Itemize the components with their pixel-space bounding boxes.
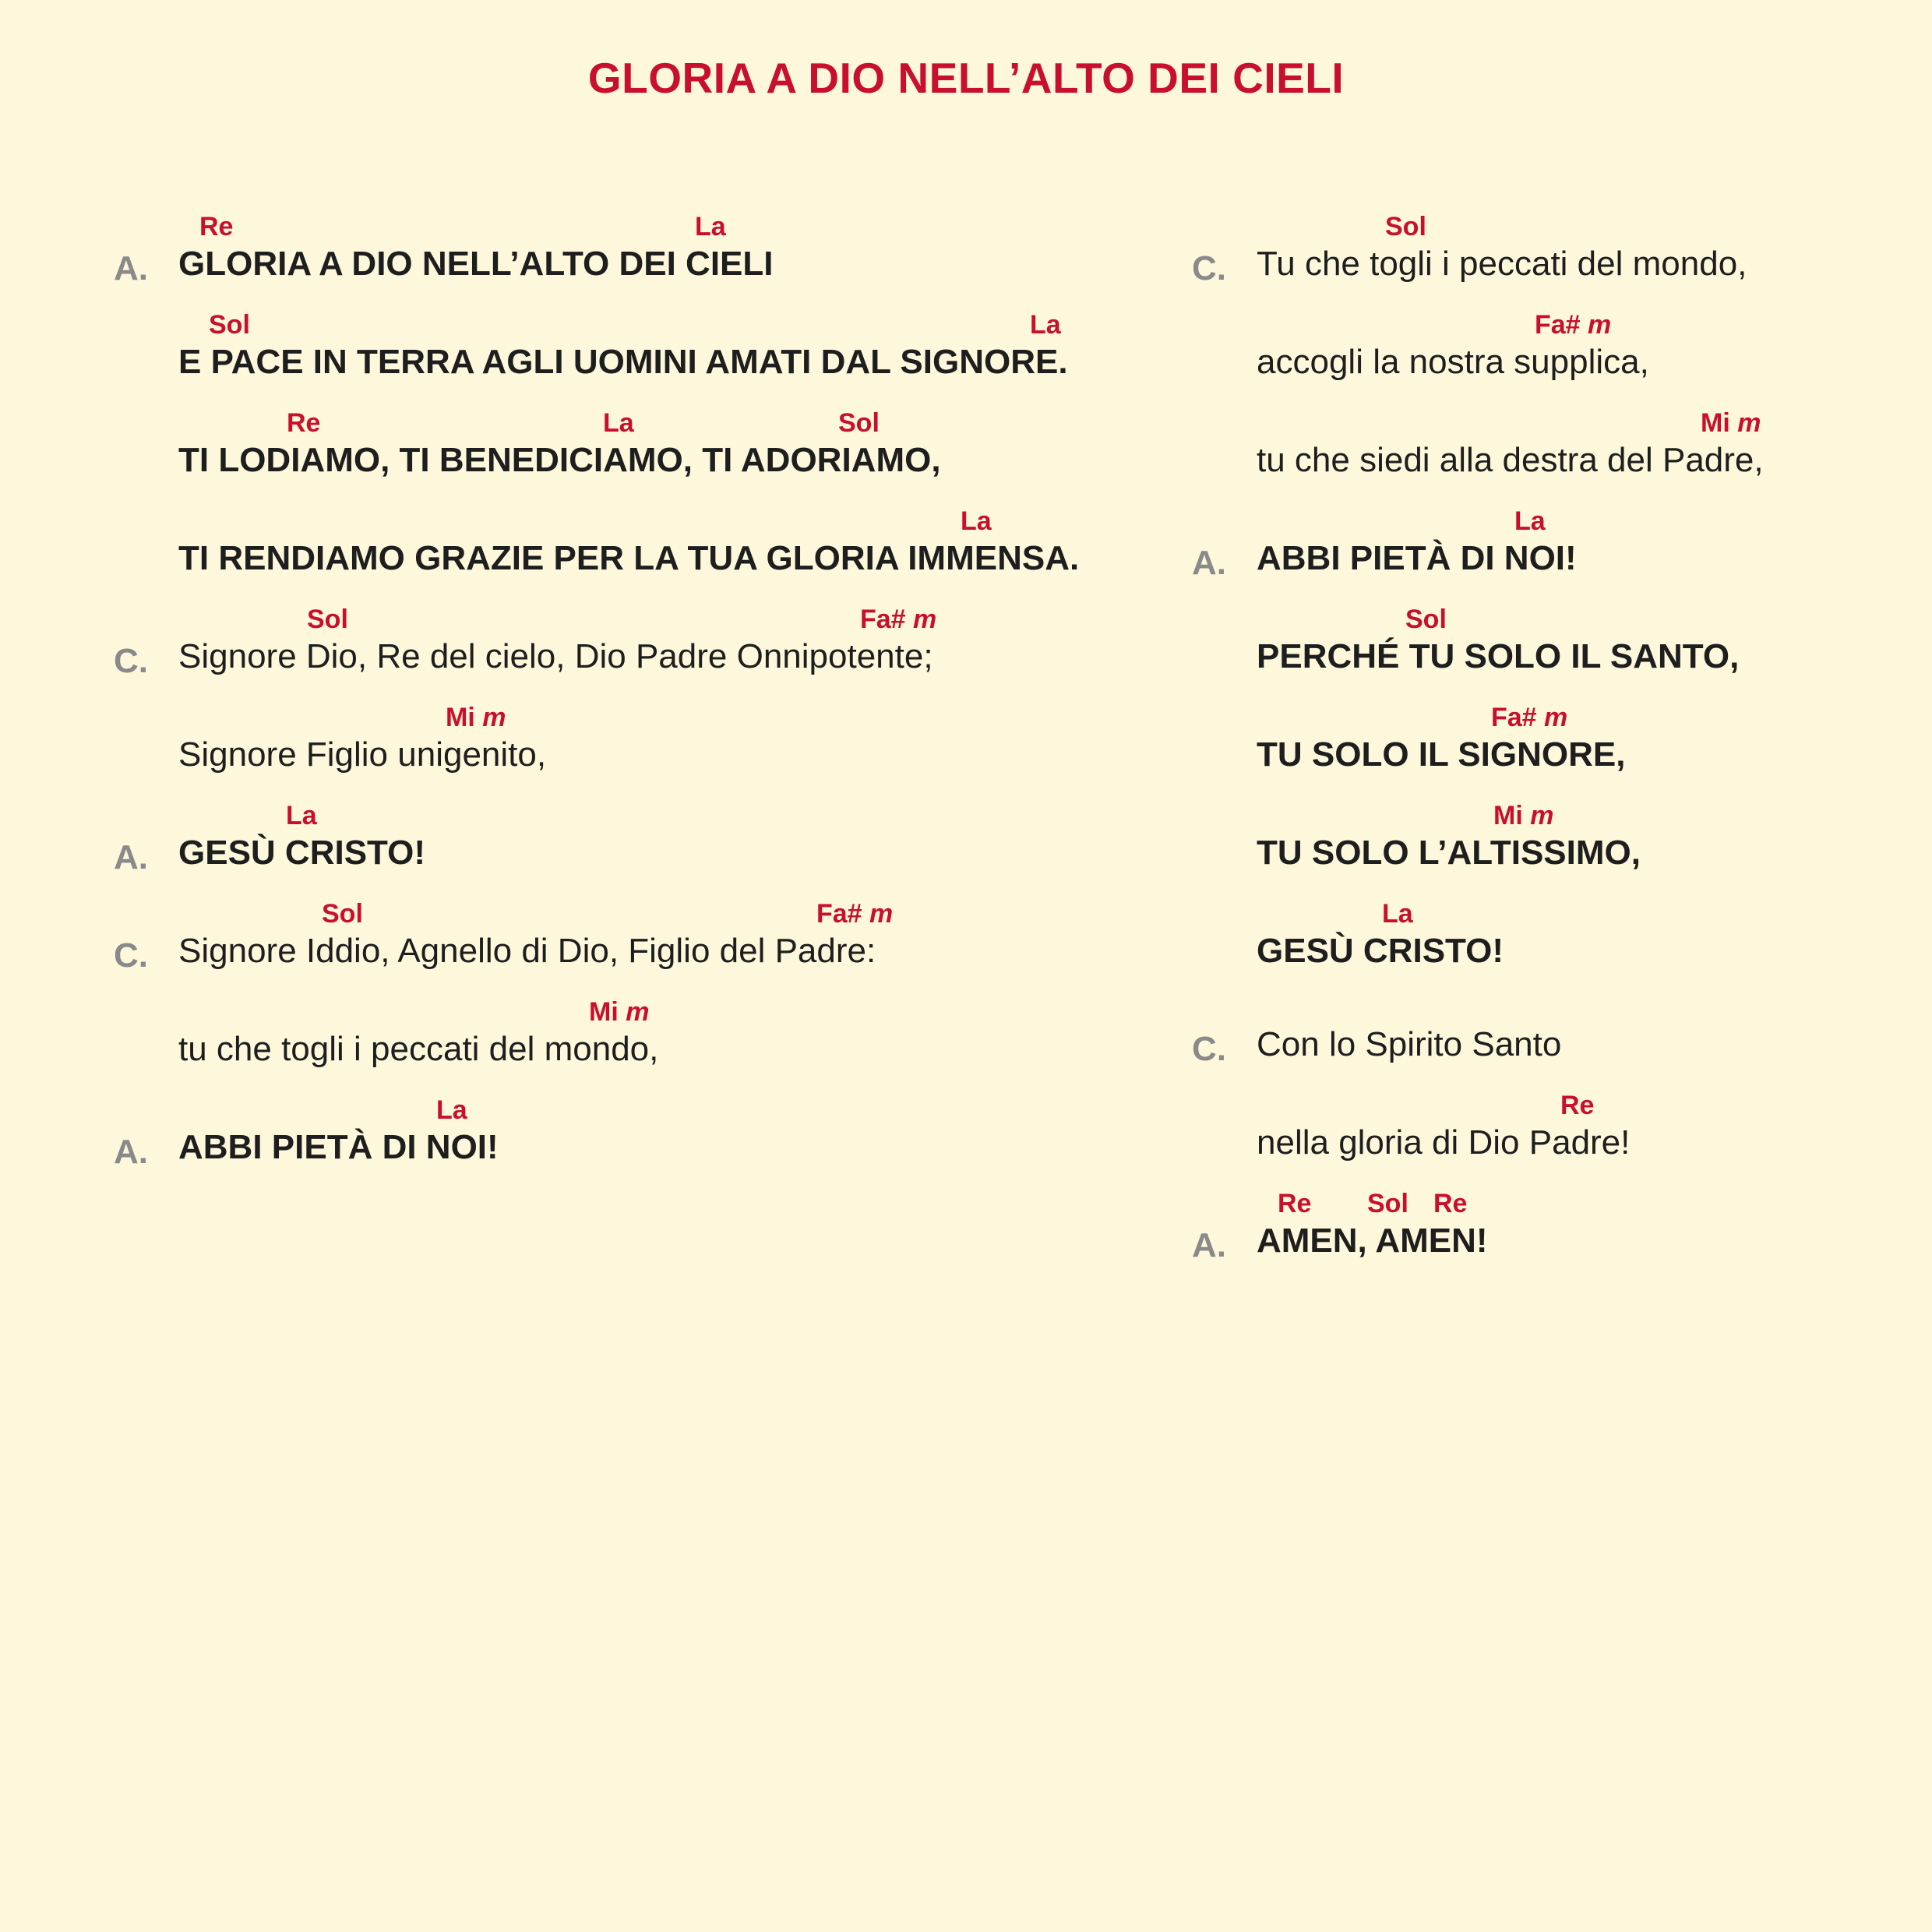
verse-line	[0, 1189, 1488, 1289]
chord-label	[1367, 1189, 1408, 1219]
lyric-text: TI RENDIAMO GRAZIE PER LA TUA GLORIA IMMENSA.	[178, 539, 1080, 577]
chord-name: Mi	[1701, 408, 1730, 438]
verse-line	[0, 703, 1626, 802]
verse-line	[0, 408, 1764, 508]
chord-name: Mi	[446, 703, 475, 732]
chord-name: Sol	[322, 899, 363, 929]
speaker-role: C.	[114, 936, 148, 975]
chord-name: La	[695, 212, 726, 242]
chord-row	[0, 801, 1554, 837]
chord-name: Re	[1433, 1189, 1468, 1218]
chord-name: Sol	[209, 310, 250, 340]
lyric-text: nella gloria di Dio Padre!	[1257, 1123, 1631, 1162]
speaker-role: A.	[1192, 1226, 1226, 1264]
lyric-text: Signore Iddio, Agnello di Dio, Figlio del Padre:	[178, 932, 876, 970]
chord-minor-marker: m	[913, 605, 937, 634]
chord-name: La	[961, 506, 992, 536]
lyric-text: Signore Dio, Re del cielo, Dio Padre Onnipotente;	[178, 637, 933, 675]
chord-row	[0, 408, 1761, 444]
chord-row	[0, 899, 1413, 935]
chord-name: Sol	[1385, 212, 1426, 242]
speaker-role: C.	[114, 642, 148, 680]
speaker-role: A.	[114, 249, 148, 287]
chord-name: Fa#	[816, 899, 862, 929]
lyric-text: tu che siedi alla destra del Padre,	[1257, 441, 1764, 479]
speaker-role: A.	[114, 838, 148, 876]
chord-row	[0, 605, 1447, 640]
chord-name: Mi	[1493, 801, 1523, 830]
chord-name: La	[1382, 899, 1413, 929]
page-title: GLORIA A DIO NELL’ALTO DEI CIELI	[587, 54, 1345, 102]
lyric-text: accogli la nostra supplica,	[1257, 343, 1649, 381]
verse-line	[0, 801, 1641, 901]
chord-name: Fa#	[1535, 310, 1581, 340]
lyric-text: Con lo Spirito Santo	[1257, 1025, 1562, 1063]
chord-minor-marker: m	[1530, 801, 1554, 830]
chord-label	[1405, 605, 1447, 635]
lyric-text: E PACE IN TERRA AGLI UOMINI AMATI DAL SIGNORE.	[178, 343, 1068, 381]
lyric-text: PERCHÉ TU SOLO IL SANTO,	[1257, 637, 1740, 675]
chord-label	[1433, 1189, 1467, 1219]
speaker-role: C.	[1192, 1030, 1226, 1068]
lyric-text: Signore Figlio unigenito,	[178, 735, 547, 774]
chord-label	[1535, 310, 1611, 340]
lyric-text: TU SOLO L’ALTISSIMO,	[1257, 834, 1641, 872]
chord-name: La	[436, 1095, 467, 1125]
chord-minor-marker: m	[1544, 703, 1568, 732]
verse-line	[0, 212, 1747, 312]
chord-name: Sol	[307, 605, 348, 634]
chord-label	[1491, 703, 1567, 733]
chord-name: La	[603, 408, 634, 438]
chord-name: La	[286, 801, 317, 830]
verse-line	[0, 506, 1577, 606]
lyric-text: ABBI PIETÀ DI NOI!	[178, 1128, 499, 1166]
chord-name: Sol	[1367, 1189, 1408, 1218]
speaker-role: C.	[1192, 249, 1226, 287]
verse-line	[0, 1091, 1631, 1190]
lyric-text: tu che togli i peccati del mondo,	[178, 1030, 659, 1068]
lyric-text: TU SOLO IL SIGNORE,	[1257, 735, 1626, 774]
chord-name: Re	[199, 212, 234, 242]
lyric-text: ABBI PIETÀ DI NOI!	[1257, 539, 1577, 577]
chord-name: La	[1030, 310, 1061, 340]
chord-minor-marker: m	[1588, 310, 1612, 340]
chord-minor-marker: m	[626, 997, 650, 1027]
chord-row	[0, 212, 1426, 248]
chord-name: Fa#	[1491, 703, 1537, 732]
verse-line	[0, 992, 1562, 1092]
chord-label	[1560, 1091, 1594, 1121]
lyric-text: Tu che togli i peccati del mondo,	[1257, 245, 1747, 283]
chord-label	[1382, 899, 1413, 929]
verse-line	[0, 605, 1740, 704]
chord-minor-marker: m	[869, 899, 894, 929]
chord-name: Re	[287, 408, 321, 438]
chord-label	[1701, 408, 1761, 439]
chord-label	[1030, 310, 1061, 340]
lyric-text: GESÙ CRISTO!	[178, 834, 426, 872]
chord-label	[1514, 506, 1546, 537]
chord-row	[0, 1091, 1595, 1126]
chord-name: Fa#	[860, 605, 906, 634]
chord-label	[1385, 212, 1426, 242]
chord-name: Sol	[838, 408, 880, 438]
speaker-role: A.	[1192, 544, 1226, 582]
chord-row	[0, 506, 1546, 542]
chord-row	[0, 992, 966, 1028]
chord-name: Sol	[1405, 605, 1447, 634]
lyric-text: GLORIA A DIO NELL’ALTO DEI CIELI	[178, 245, 774, 283]
chord-name: Re	[1560, 1091, 1595, 1120]
verse-line	[0, 899, 1504, 999]
chord-name: La	[1514, 506, 1546, 536]
speaker-role: A.	[114, 1133, 148, 1171]
chord-name: Re	[1278, 1189, 1312, 1218]
chord-row	[0, 703, 1568, 739]
chord-row	[0, 1189, 1468, 1225]
lyric-text: AMEN, AMEN!	[1257, 1222, 1488, 1260]
chord-label	[1278, 1189, 1311, 1219]
verse-line	[0, 310, 1649, 410]
chord-minor-marker: m	[1737, 408, 1761, 438]
chord-label	[1493, 801, 1553, 831]
lyric-text: TI LODIAMO, TI BENEDICIAMO, TI ADORIAMO,	[178, 441, 941, 479]
chord-name: Mi	[589, 997, 619, 1027]
lyric-text: GESÙ CRISTO!	[1257, 932, 1504, 970]
chord-minor-marker: m	[482, 703, 506, 732]
